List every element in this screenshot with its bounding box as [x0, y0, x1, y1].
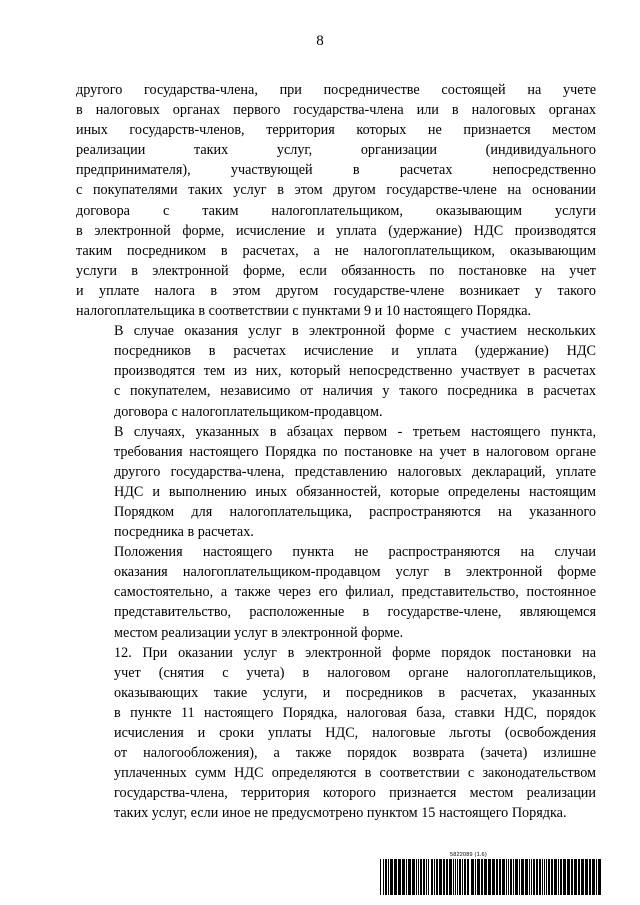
text-line: исчисления и сроки уплаты НДС, налоговые льготы (освобождения [114, 725, 596, 741]
document-body [76, 80, 596, 823]
barcode-stamp [380, 852, 602, 896]
text-line: таких услуг, если иное не предусмотрено пунктом 15 настоящего Порядка. [114, 805, 567, 822]
barcode-id: 5822089 (1.6) [450, 852, 487, 858]
text-line: другого государства-члена, представлению налоговых деклараций, уплате [114, 463, 596, 480]
text-line: в электронной форме, исчисление и уплата (удержание) НДС производятся [76, 222, 596, 239]
text-line: В случаях, указанных в абзацах первом - третьем настоящего пункта, [114, 423, 596, 440]
text-line: с покупателем, независимо от наличия у такого посредника в расчетах [114, 383, 596, 400]
text-line: В случае оказания услуг в электронной форме с участием нескольких [114, 323, 596, 340]
text-line: договора с налогоплательщиком-продавцом. [114, 403, 383, 420]
text-line: Порядком для налогоплательщика, распространяются на указанного [114, 503, 596, 520]
page-number: 8 [316, 33, 324, 49]
paragraph [76, 542, 596, 642]
text-line: налогоплательщика в соответствии с пунктами 9 и 10 настоящего Порядка. [76, 303, 532, 320]
text-line: таким посредником в расчетах, а не налогоплательщиком, оказывающим [76, 242, 596, 259]
text-line: 12. При оказании услуг в электронной форме порядок постановки на [114, 644, 596, 661]
text-line: посредников в расчетах исчисление и уплата (удержание) НДС [114, 343, 596, 360]
text-line: с покупателями таких услуг в этом другом государстве-члене на основании [76, 182, 596, 199]
text-line: иных государств-членов, территория которых не признается местом [76, 122, 596, 139]
text-line: самостоятельно, а также через его филиал, представительство, постоянное [114, 584, 596, 601]
barcode-icon [380, 859, 602, 895]
text-line: другого государства-члена, при посредничестве состоящей на учете [76, 82, 596, 98]
paragraph [76, 643, 596, 824]
text-line: оказания налогоплательщиком-продавцом услуг в электронной форме [114, 564, 596, 581]
paragraph [76, 422, 596, 543]
text-line: и уплате налога в этом другом государстве-члене возникает у такого [76, 282, 596, 299]
text-line: реализации таких услуг, организации (индивидуального [76, 142, 596, 159]
text-line: государства-члена, территория которого признается местом реализации [114, 785, 596, 802]
text-line: требования настоящего Порядка по постановке на учет в налоговом органе [114, 443, 596, 460]
text-line: в пункте 11 настоящего Порядка, налоговая база, ставки НДС, порядок [114, 704, 596, 721]
text-line: уплаченных сумм НДС определяются в соответствии с законодательством [114, 765, 596, 782]
text-line: посредника в расчетах. [114, 524, 254, 541]
text-line: местом реализации услуг в электронной форме. [114, 624, 404, 641]
text-line: оказывающих такие услуги, и посредников в расчетах, указанных [114, 684, 596, 701]
text-line: от налогообложения), а также порядок возврата (зачета) излишне [114, 745, 596, 762]
text-line: услуги в электронной форме, если обязанность по постановке на учет [76, 262, 596, 279]
paragraph [76, 321, 596, 421]
text-line: представительство, расположенные в государстве-члене, являющемся [114, 604, 596, 621]
text-line: Положения настоящего пункта не распространяются на случаи [114, 544, 596, 561]
text-line: в налоговых органах первого государства-члена или в налоговых органах [76, 102, 596, 119]
paragraph [76, 80, 596, 321]
text-line: учет (снятия с учета) в налоговом органе налогоплательщиков, [114, 664, 596, 681]
text-line: производятся тем из них, который непосредственно участвует в расчетах [114, 363, 596, 380]
text-line: НДС и выполнению иных обязанностей, которые определены настоящим [114, 483, 596, 500]
text-line: предпринимателя), участвующей в расчетах непосредственно [76, 162, 596, 179]
text-line: договора с таким налогоплательщиком, оказывающим услуги [76, 202, 596, 219]
